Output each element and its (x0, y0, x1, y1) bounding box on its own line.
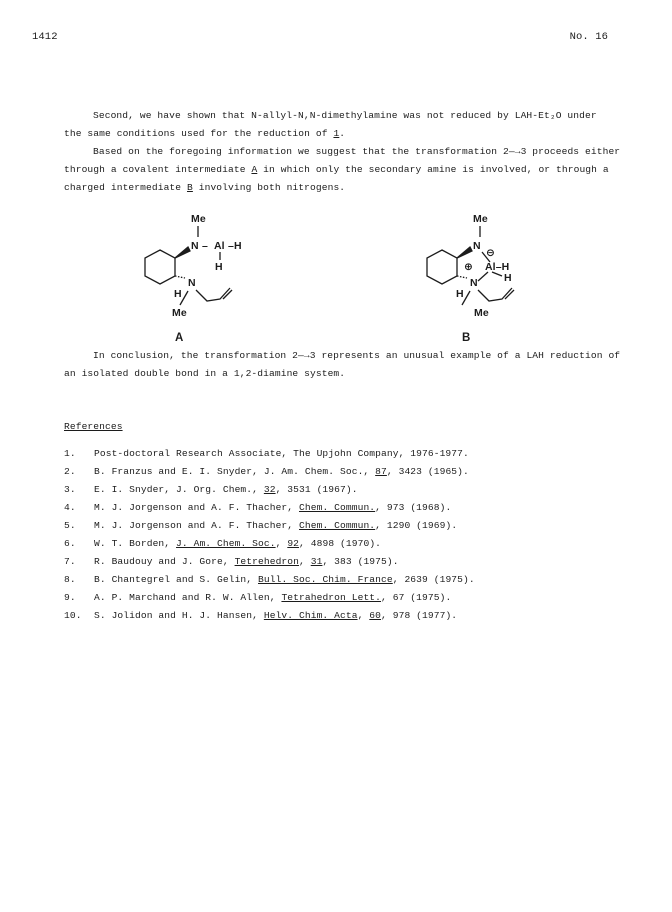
reference-item (64, 445, 475, 463)
reference-number: 1. (64, 448, 76, 459)
me-top: Me (473, 213, 488, 225)
bond (478, 272, 488, 281)
reference-underlined-text: Tetrahedron Lett. (281, 592, 382, 603)
paragraph-2 (64, 143, 624, 197)
me-bottom: Me (172, 307, 187, 319)
me-bottom: Me (474, 307, 489, 319)
reference-item (64, 571, 475, 589)
reference-item (64, 535, 475, 553)
reference-number: 2. (64, 466, 76, 477)
reference-underlined-text: Bull. Soc. Chim. France (258, 574, 393, 585)
reference-item (64, 481, 475, 499)
al-h: Al–H (485, 261, 510, 273)
page-number: 1412 (32, 31, 58, 43)
reference-text: , 973 (1968). (375, 502, 452, 513)
reference-number: 6. (64, 538, 76, 549)
allyl-chain (196, 288, 230, 301)
reference-number: 10. (64, 610, 82, 621)
text-span: Based on the foregoing information we suggest that the transformation 2 (93, 146, 509, 157)
allyl-chain (478, 288, 512, 301)
n-top: N (191, 240, 199, 252)
reference-item (64, 553, 475, 571)
reference-text: R. Baudouy and J. Gore, (94, 556, 235, 567)
reference-text: , (357, 610, 370, 621)
reference-item (64, 517, 475, 535)
compound-ref: 1 (333, 128, 340, 139)
hash-bond (175, 276, 185, 278)
structure-a (130, 206, 270, 346)
reference-text: Post-doctoral Research Associate, The Upjohn Company, 1976-1977. (94, 448, 469, 459)
n-bottom: N (470, 277, 478, 289)
reference-number: 8. (64, 574, 76, 585)
cyclohexane-ring (145, 250, 175, 284)
intermediate-ref-a: A (251, 164, 258, 175)
reference-item (64, 499, 475, 517)
hash-bond (457, 276, 467, 278)
positive-charge: ⊕ (464, 261, 473, 273)
text-span: involving both nitrogens. (192, 182, 346, 193)
reference-underlined-text: Chem. Commun. (299, 502, 376, 513)
reference-text: W. T. Borden, (94, 538, 177, 549)
me-top: Me (191, 213, 206, 225)
reference-text: , 383 (1975). (322, 556, 399, 567)
reference-text: M. J. Jorgenson and A. F. Thacher, (94, 520, 300, 531)
reference-item (64, 463, 475, 481)
nh-h: H (174, 288, 182, 300)
reaction-arrow: —→ (298, 350, 310, 361)
text-span: In conclusion, the transformation 2 (93, 350, 299, 361)
wedge-bond (457, 247, 472, 258)
bridge-h: H (504, 272, 512, 284)
reference-text: , 978 (1977). (381, 610, 458, 621)
n-al-bond: – (202, 240, 208, 252)
reference-text: , (299, 556, 311, 567)
reference-underlined-text: 92 (287, 538, 300, 549)
reference-underlined-text: 32 (263, 484, 276, 495)
reference-text: , 67 (1975). (381, 592, 452, 603)
reference-text: M. J. Jorgenson and A. F. Thacher, (94, 502, 300, 513)
reference-text: , 3423 (1965). (386, 466, 469, 477)
negative-charge: ⊖ (486, 247, 495, 259)
al: Al (214, 240, 225, 252)
references-heading: References (64, 421, 123, 432)
paragraph-1 (64, 107, 624, 143)
reference-underlined-text: J. Am. Chem. Soc. (176, 538, 276, 549)
issue-number: No. 16 (569, 31, 608, 43)
reference-item (64, 589, 475, 607)
cyclohexane-ring (427, 250, 457, 284)
al-h-below: H (215, 261, 223, 273)
text-span: . (339, 128, 346, 139)
wedge-bond (175, 247, 190, 258)
reference-number: 9. (64, 592, 76, 603)
text-span: 3 proceeds either through a covalent intermediate (64, 146, 621, 175)
n-bottom: N (188, 277, 196, 289)
paragraph-3 (64, 347, 624, 383)
label-a: A (175, 332, 184, 344)
reference-text: A. P. Marchand and R. W. Allen, (94, 592, 282, 603)
reference-text: S. Jolidon and H. J. Hansen, (94, 610, 264, 621)
reference-underlined-text: Helv. Chim. Acta (263, 610, 358, 621)
nh-h: H (456, 288, 464, 300)
reference-list (64, 445, 475, 625)
paragraph-1-line-2 (64, 125, 624, 143)
reference-text: E. I. Snyder, J. Org. Chem., (94, 484, 264, 495)
al-h: –H (228, 240, 242, 252)
reference-text: , 4898 (1970). (299, 538, 382, 549)
text-span: in which only the secondary amine is involved, or through a charged intermediate (64, 164, 609, 193)
label-b: B (462, 332, 471, 344)
reference-number: 7. (64, 556, 76, 567)
reference-number: 3. (64, 484, 76, 495)
reaction-arrow: —→ (508, 146, 521, 157)
n-top: N (473, 240, 481, 252)
reference-text: B. Franzus and E. I. Snyder, J. Am. Chem. Soc., (94, 466, 376, 477)
reference-underlined-text: 87 (375, 466, 387, 477)
reference-underlined-text: Chem. Commun. (299, 520, 376, 531)
text-span: the same conditions used for the reduction of (64, 128, 334, 139)
reference-text: , 2639 (1975). (392, 574, 475, 585)
reference-item (64, 607, 475, 625)
reference-text: , 3531 (1967). (275, 484, 358, 495)
reference-underlined-text: 31 (310, 556, 323, 567)
reference-underlined-text: Tetrehedron (234, 556, 300, 567)
reference-text: , (275, 538, 288, 549)
text-span: 3 represents an unusual example of a LAH reduction of an isolated double bond in a 1,2-diamine system. (64, 350, 621, 379)
structure-b (412, 206, 552, 346)
reference-number: 4. (64, 502, 76, 513)
paragraph-1-line-1: Second, we have shown that N-allyl-N,N-dimethylamine was not reduced by LAH-Et₂O under (93, 110, 597, 121)
reference-text: B. Chantegrel and S. Gelin, (94, 574, 259, 585)
intermediate-ref-b: B (187, 182, 193, 193)
reference-text: , 1290 (1969). (375, 520, 458, 531)
reference-underlined-text: 60 (369, 610, 382, 621)
reference-number: 5. (64, 520, 76, 531)
